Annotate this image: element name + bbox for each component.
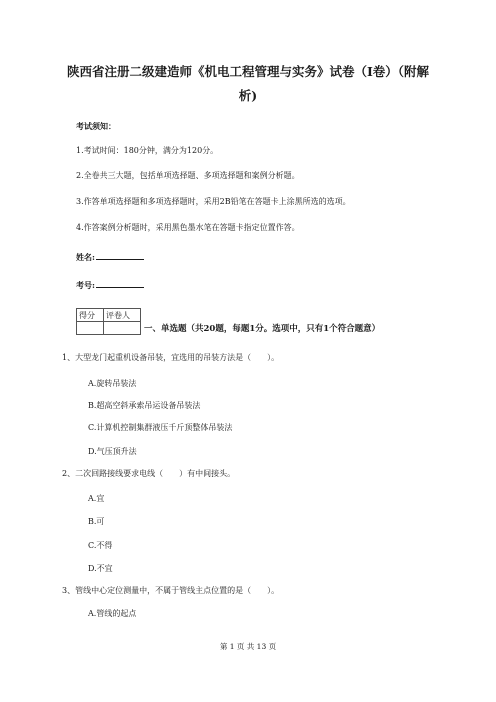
question-1-option-b: B.超高空斜承索吊运设备吊装法	[88, 401, 201, 410]
grader-cell	[104, 322, 141, 335]
question-3-option-a: A.管线的起点	[88, 609, 137, 618]
instruction-item-2: 2.全卷共三大题，包括单项选择题、多项选择题和案例分析题。	[76, 171, 300, 180]
question-2: 2、二次回路接线要求电线（ ）有中间接头。	[62, 469, 236, 478]
exam-number-blank	[96, 280, 144, 288]
instructions-heading: 考试须知：	[76, 121, 116, 131]
score-table	[76, 308, 141, 335]
instruction-item-3: 3.作答单项选择题和多项选择题时，采用2B铅笔在答题卡上涂黑所选的选项。	[76, 197, 351, 206]
name-blank	[96, 252, 144, 260]
score-header: 得分	[77, 309, 104, 322]
question-2-option-b: B.可	[88, 517, 105, 526]
question-2-option-d: D.不宜	[88, 564, 113, 573]
name-label: 姓名:	[76, 252, 95, 262]
question-2-option-a: A.宜	[88, 494, 105, 503]
question-1: 1、大型龙门起重机设备吊装，宜选用的吊装方法是（ ）。	[62, 353, 280, 362]
score-cell	[77, 322, 104, 335]
exam-number-label: 考号:	[76, 280, 95, 290]
question-1-option-c: C.计算机控制集群液压千斤顶整体吊装法	[88, 423, 233, 432]
question-3: 3、管线中心定位测量中，不属于管线主点位置的是（ ）。	[62, 586, 280, 595]
title-line-1: 陕西省注册二级建造师《机电工程管理与实务》试卷（I卷）（附解	[66, 64, 430, 79]
instruction-item-4: 4.作答案例分析题时，采用黑色墨水笔在答题卡指定位置作答。	[76, 223, 300, 232]
section-1-heading: 一、单选题（共20题，每题1分。选项中，只有1个符合题意）	[144, 324, 381, 334]
question-1-option-a: A.旋转吊装法	[88, 379, 137, 388]
question-2-option-c: C.不得	[88, 541, 113, 550]
page-footer: 第 1 页 共 13 页	[219, 642, 277, 651]
question-1-option-d: D.气压顶升法	[88, 447, 137, 456]
grader-header: 评卷人	[104, 309, 141, 322]
title-line-2: 析)	[238, 88, 258, 103]
instruction-item-1: 1.考试时间：180分钟，满分为120分。	[76, 146, 219, 155]
name-field	[76, 252, 144, 263]
exam-number-field	[76, 280, 144, 291]
document-title	[60, 60, 436, 108]
